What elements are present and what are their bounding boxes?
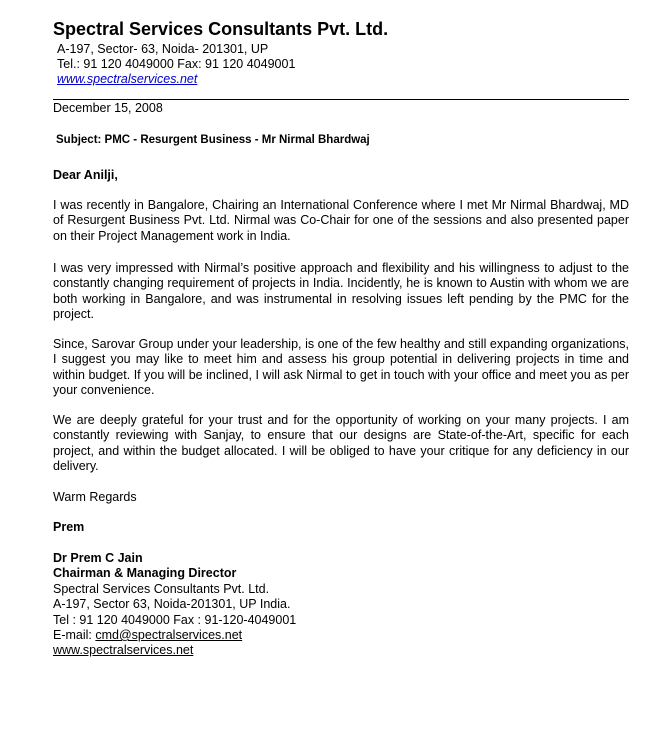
signature-phone-fax: Tel : 91 120 4049000 Fax : 91-120-4049001	[53, 613, 297, 627]
closing: Warm Regards	[53, 490, 137, 504]
letter-date: December 15, 2008	[53, 101, 163, 115]
signature-name: Dr Prem C Jain	[53, 551, 143, 565]
body-paragraph: I was very impressed with Nirmal’s positive approach and flexibility and his willingness to adjust to the constantly changing requirement of projects in India. Incidently, he is known to Austin with whom we are both working in Bangalore, and was instrumental in resolving issues left pending by the PMC for the project.	[53, 261, 629, 322]
header-divider	[53, 99, 629, 100]
letterhead-address: A-197, Sector- 63, Noida- 201301, UP	[57, 42, 269, 56]
signature-title: Chairman & Managing Director	[53, 566, 237, 580]
body-paragraph: Since, Sarovar Group under your leadership, is one of the few healthy and still expanding organizations, I suggest you may like to meet him and assess his group potential in delivering projects in time and within budget. If you will be inclined, I will ask Nirmal to get in touch with your office and meet you as per your convenience.	[53, 337, 629, 398]
subject-line: Subject: PMC - Resurgent Business - Mr Nirmal Bhardwaj	[56, 134, 370, 146]
signoff-name: Prem	[53, 520, 85, 534]
letterhead-website-link[interactable]: www.spectralservices.net	[57, 72, 198, 86]
body-paragraph: We are deeply grateful for your trust and for the opportunity of working on your many projects. I am constantly reviewing with Sanjay, to ensure that our designs are State-of-the-Art, specific for each project, and within the budget allocated. I will be obliged to have your critique for any deficiency in our delivery.	[53, 413, 629, 474]
letterhead-phone-fax: Tel.: 91 120 4049000 Fax: 91 120 4049001	[57, 57, 296, 71]
signature-address: A-197, Sector 63, Noida-201301, UP India.	[53, 597, 291, 611]
company-name: Spectral Services Consultants Pvt. Ltd.	[53, 19, 389, 39]
email-label: E-mail:	[53, 628, 96, 642]
salutation: Dear Anilji,	[53, 168, 118, 182]
signature-website-link[interactable]: www.spectralservices.net	[53, 643, 194, 657]
signature-email-row	[53, 628, 242, 642]
body-paragraph: I was recently in Bangalore, Chairing an International Conference where I met Mr Nirmal Bhardwaj, MD of Resurgent Business Pvt. Ltd. Nirmal was Co-Chair for one of the sessions and also presented paper on their Project Management work in India.	[53, 198, 629, 243]
signature-company: Spectral Services Consultants Pvt. Ltd.	[53, 582, 270, 596]
email-link[interactable]: cmd@spectralservices.net	[95, 628, 243, 642]
